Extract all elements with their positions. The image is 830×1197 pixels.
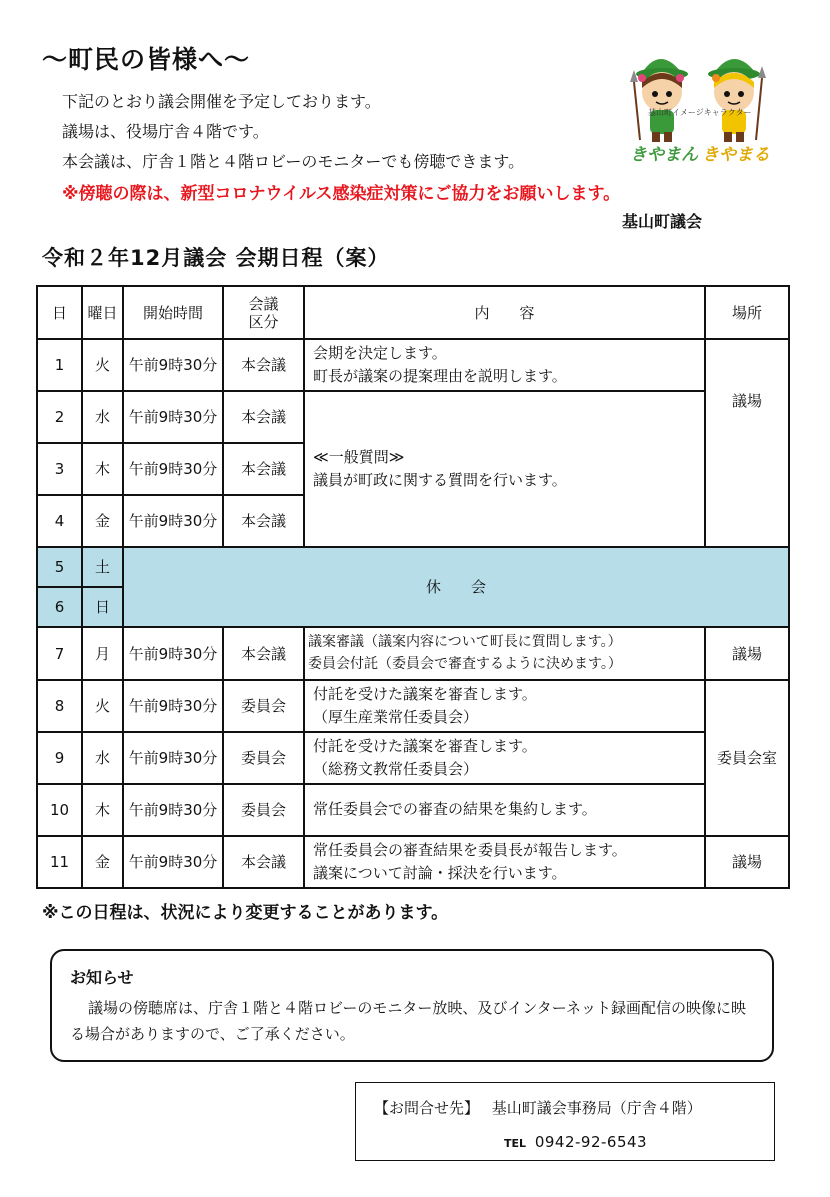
content-line: （総務文教常任委員会） — [313, 760, 479, 778]
cell-weekday: 月 — [82, 627, 123, 680]
cell-time: 午前9時30分 — [123, 627, 223, 680]
header-day: 日 — [37, 286, 82, 339]
cell-weekday: 金 — [82, 836, 123, 888]
header-start-time: 開始時間 — [123, 286, 223, 339]
table-row — [37, 391, 789, 443]
cell-weekday: 木 — [82, 784, 123, 836]
intro-line-1: 下記のとおり議会開催を予定しております。 — [62, 92, 381, 111]
cell-content-day11 — [304, 836, 705, 888]
contact-office: 基山町議会事務局（庁舎４階） — [491, 1099, 702, 1117]
content-line: 会期を決定します。 — [313, 343, 447, 362]
cell-weekday: 金 — [82, 495, 123, 547]
cell-content-day9 — [304, 732, 705, 784]
cell-type: 本会議 — [223, 495, 304, 547]
cell-time: 午前9時30分 — [123, 443, 223, 495]
contact-phone-line — [504, 1133, 647, 1151]
cell-place-committee-room: 委員会室 — [705, 680, 789, 836]
cell-type: 本会議 — [223, 627, 304, 680]
cell-weekday: 日 — [82, 587, 123, 627]
place-label: 議場 — [731, 392, 762, 410]
cell-day: 8 — [37, 680, 82, 732]
notice-body: 議場の傍聴席は、庁舎１階と４階ロビーのモニター放映、及びインターネット録画配信の映像に映る場合がありますので、ご了承ください。 — [70, 999, 747, 1043]
cell-type: 本会議 — [223, 339, 304, 391]
contact-line — [374, 1097, 702, 1118]
cell-weekday: 火 — [82, 339, 123, 391]
contact-label: 【お問合せ先】 — [374, 1099, 480, 1117]
cell-weekday: 水 — [82, 732, 123, 784]
cell-type: 委員会 — [223, 680, 304, 732]
table-row — [37, 680, 789, 732]
cell-weekday: 火 — [82, 680, 123, 732]
table-row — [37, 784, 789, 836]
cell-day: 6 — [37, 587, 82, 627]
cell-day: 7 — [37, 627, 82, 680]
cell-time: 午前9時30分 — [123, 732, 223, 784]
cell-place-chamber: 議場 — [705, 627, 789, 680]
header-content: 内 容 — [304, 286, 705, 339]
cell-place-chamber: 議場 — [705, 836, 789, 888]
content-line: ≪一般質問≫ — [313, 447, 405, 466]
cell-content-day7 — [304, 627, 705, 680]
cell-time: 午前9時30分 — [123, 836, 223, 888]
intro-line-3: 本会議は、庁舎１階と４階ロビーのモニターでも傍聴できます。 — [62, 152, 525, 171]
assembly-name: 基山町議会 — [622, 212, 703, 231]
notice-title: お知らせ — [70, 968, 134, 987]
cell-type: 本会議 — [223, 391, 304, 443]
cell-type: 委員会 — [223, 732, 304, 784]
schedule-change-note: ※この日程は、状況により変更することがあります。 — [42, 903, 449, 923]
cell-day: 1 — [37, 339, 82, 391]
mascot-name-right: きやまる — [702, 145, 770, 165]
content-line: 議案について討論・採決を行います。 — [313, 864, 567, 882]
header-session-type: 会議 区分 — [223, 286, 304, 339]
cell-content-day10 — [304, 784, 705, 836]
cell-day: 10 — [37, 784, 82, 836]
cell-day: 9 — [37, 732, 82, 784]
greeting-title: ～町民の皆様へ～ — [42, 45, 251, 74]
schedule-title: 令和２年12月議会 会期日程（案） — [42, 246, 390, 270]
table-header-row — [37, 286, 789, 339]
cell-type: 委員会 — [223, 784, 304, 836]
kiyamaru-mascot-icon — [708, 59, 766, 142]
content-line: 委員会付託（委員会で審査するように決めます。） — [308, 655, 622, 672]
schedule-table — [36, 285, 790, 889]
mascot-name-left: きやまん — [630, 145, 698, 165]
content-line: 付託を受けた議案を審査します。 — [313, 736, 537, 755]
content-line: 常任委員会の審査結果を委員長が報告します。 — [313, 840, 627, 859]
cell-time: 午前9時30分 — [123, 339, 223, 391]
table-row — [37, 836, 789, 888]
table-row — [37, 339, 789, 391]
contact-box — [355, 1082, 775, 1161]
table-row — [37, 732, 789, 784]
cell-type: 本会議 — [223, 836, 304, 888]
phone-number: 0942-92-6543 — [534, 1133, 648, 1151]
content-line: （厚生産業常任委員会） — [313, 708, 479, 726]
phone-label: TEL — [504, 1137, 527, 1150]
cell-weekday: 水 — [82, 391, 123, 443]
notice-box — [50, 949, 774, 1062]
cell-place-chamber — [705, 339, 789, 547]
cell-day: 5 — [37, 547, 82, 587]
cell-time: 午前9時30分 — [123, 495, 223, 547]
content-line: 議員が町政に関する質問を行います。 — [313, 471, 567, 489]
header-place: 場所 — [705, 286, 789, 339]
table-row-holiday — [37, 547, 789, 587]
content-line: 議案審議（議案内容について町長に質問します。） — [308, 633, 622, 650]
cell-weekday: 木 — [82, 443, 123, 495]
cell-day: 2 — [37, 391, 82, 443]
cell-content-day1 — [304, 339, 705, 391]
table-row — [37, 627, 789, 680]
content-line: 町長が議案の提案理由を説明します。 — [313, 367, 567, 385]
content-line: 常任委員会での審査の結果を集約します。 — [313, 800, 597, 819]
cell-time: 午前9時30分 — [123, 784, 223, 836]
cell-content-day8 — [304, 680, 705, 732]
cell-time: 午前9時30分 — [123, 391, 223, 443]
covid-warning: ※傍聴の際は、新型コロナウイルス感染症対策にご協力をお願いします。 — [62, 184, 621, 204]
cell-weekday: 土 — [82, 547, 123, 587]
cell-recess: 休 会 — [123, 547, 789, 627]
cell-time: 午前9時30分 — [123, 680, 223, 732]
cell-day: 3 — [37, 443, 82, 495]
cell-day: 11 — [37, 836, 82, 888]
cell-content-general-questions — [304, 391, 705, 547]
intro-line-2: 議場は、役場庁舎４階です。 — [62, 122, 269, 141]
mascot-caption: 基山町イメージキャラクター — [648, 108, 752, 117]
cell-day: 4 — [37, 495, 82, 547]
content-line: 付託を受けた議案を審査します。 — [313, 684, 537, 703]
header-weekday: 曜日 — [82, 286, 123, 339]
cell-type: 本会議 — [223, 443, 304, 495]
kiyaman-mascot-icon — [630, 59, 688, 142]
